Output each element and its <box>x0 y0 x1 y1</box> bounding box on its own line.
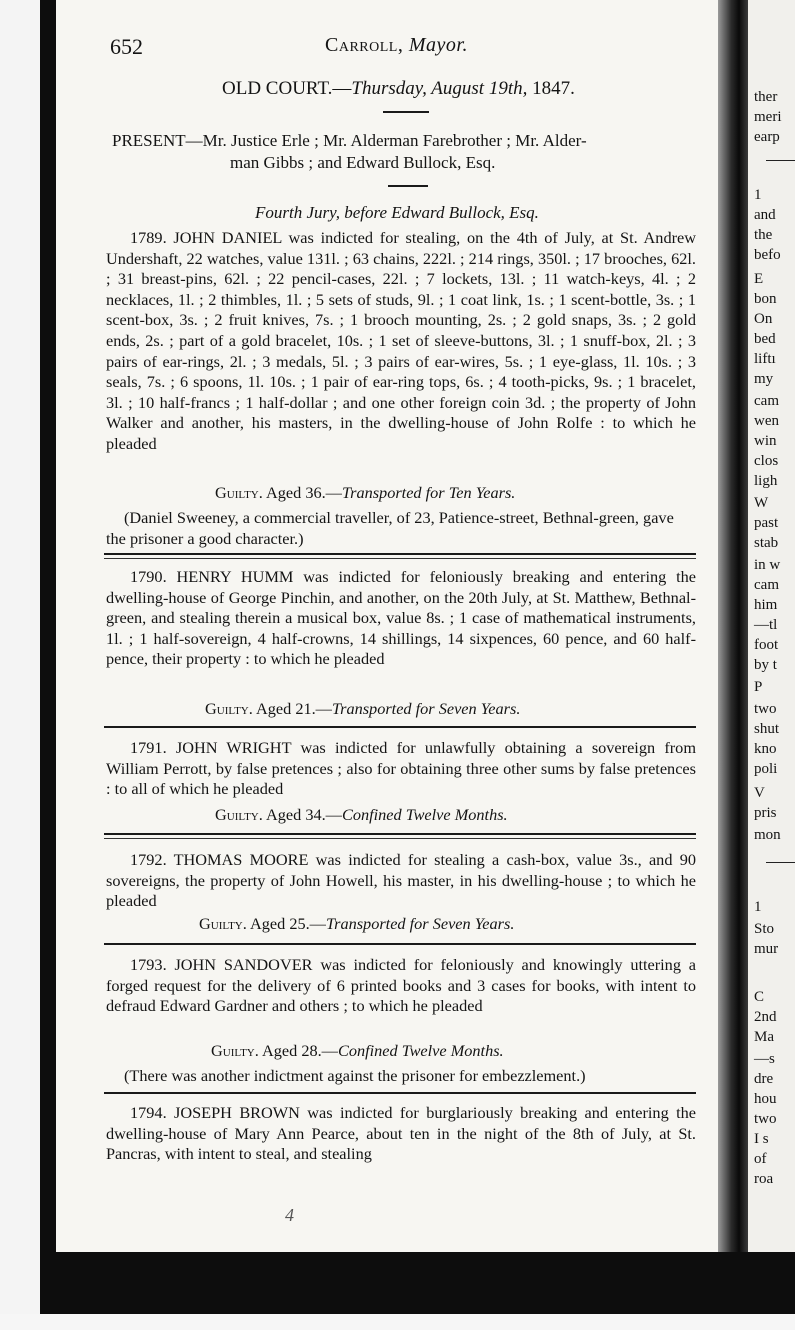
facing-page-fragment: mon <box>754 827 781 843</box>
facing-page-fragment: roa <box>754 1171 774 1187</box>
facing-page-fragment: ligh <box>754 473 778 489</box>
verdict-age: Aged 28.— <box>261 1041 338 1060</box>
present-list <box>112 130 587 174</box>
case-1793-verdict <box>211 1041 504 1061</box>
facing-page-fragment: two <box>754 701 777 717</box>
case-1790-verdict <box>205 699 520 719</box>
book-gutter <box>718 0 748 1252</box>
scan-border-bottom <box>40 1252 795 1314</box>
facing-page-fragment: hou <box>754 1091 777 1107</box>
case-text: 1789. JOHN DANIEL was indicted for stealing, on the 4th of July, at St. Andrew Undershaft, 22 watches, value 131l. ; 63 chains, 222l. ; 214 rings, 350l. ; 17 brooches, 62l. ; 31 breast-pins, 62l. ; 22 pencil-cases, 22l. ; 7 lockets, 13l. ; 11 watch-keys, 4l. ; 2 necklaces, 1l. ; 2 thimbles, 1l. ; 5 sets of studs, 9l. ; 1 coat link, 1s. ; 1 scent-bottle, 3s. ; 1 scent-box, 3s. ; 2 fruit knives, 7s. ; 1 brooch mounting, 2s. ; 2 gold snaps, 3s. ; 2 gold ends, 2s. ; part of a gold bracelet, 10s. ; 1 set of sleeve-buttons, 3l. ; 1 snuff-box, 2l. ; 3 pairs of ear-rings, 2l. ; 3 medals, 5l. ; 3 pairs of ear-wires, 5s. ; 1 eye-glass, 1l. 10s. ; 3 seals, 7s. ; 6 spoons, 1l. 10s. ; 1 pair of ear-ring tops, 6s. ; 4 tooth-picks, 9s. ; 1 bracelet, 3l. ; 10 half-francs ; 1 half-dollar ; and one other foreign coin 3d. ; the property of John Walker and another, his masters, in the dwelling-house of John Rolfe : to which he pleaded <box>106 228 696 453</box>
facing-page-fragment: V <box>754 785 765 801</box>
facing-page-fragment: my <box>754 371 774 387</box>
facing-page-fragment: by t <box>754 657 777 673</box>
case-1790 <box>106 567 696 670</box>
facing-page-fragment: bed <box>754 331 776 347</box>
case-1793-note: (There was another indictment against the prisoner for embezzlement.) <box>124 1066 586 1085</box>
case-1791-verdict <box>215 805 508 825</box>
facing-page-fragment: past <box>754 515 779 531</box>
case-text: 1791. JOHN WRIGHT was indicted for unlawfully obtaining a sovereign from William Perrott, by false pretences ; also for obtaining three other sums by false pretences : to all of which he pleaded <box>106 738 696 799</box>
facing-page-fragment: —s <box>754 1051 775 1067</box>
facing-page-fragment: I s <box>754 1131 769 1147</box>
case-text: 1793. JOHN SANDOVER was indicted for feloniously and knowingly uttering a forged request for the delivery of 6 printed books and 3 cases for books, with intent to defraud Edward Gardner and others ; to which he pleaded <box>106 955 696 1016</box>
court-title-prefix: OLD COURT.— <box>222 78 352 99</box>
case-1789-verdict <box>215 483 515 503</box>
facing-page-fragment: ther <box>754 89 778 105</box>
facing-page-fragment: C <box>754 989 765 1005</box>
facing-page-fragment: the <box>754 227 773 243</box>
facing-page-fragment: P <box>754 679 763 695</box>
facing-page-fragment: dre <box>754 1071 774 1087</box>
facing-page-fragment: pris <box>754 805 777 821</box>
verdict-sentence: Transported for Ten Years. <box>341 483 516 502</box>
present-line-1: PRESENT—Mr. Justice Erle ; Mr. Alderman Farebrother ; Mr. Alder- <box>112 131 587 150</box>
case-divider <box>104 553 696 555</box>
court-title-year: 1847. <box>527 78 575 99</box>
facing-page-fragment: two <box>754 1111 777 1127</box>
facing-page-fragment: 1 <box>754 187 762 203</box>
court-session-title <box>222 78 575 100</box>
verdict-sentence: Confined Twelve Months. <box>341 805 508 824</box>
facing-page-fragment: cam <box>754 393 779 409</box>
facing-page-fragment: clos <box>754 453 779 469</box>
facing-page-fragment: Sto <box>754 921 775 937</box>
facing-page-fragment: meri <box>754 109 782 125</box>
present-line-2: man Gibbs ; and Edward Bullock, Esq. <box>230 153 496 172</box>
verdict-sentence: Transported for Seven Years. <box>325 914 515 933</box>
verdict-sentence: Confined Twelve Months. <box>337 1041 504 1060</box>
page-mark: 4 <box>285 1205 294 1225</box>
facing-page-fragment: him <box>754 597 778 613</box>
facing-page-fragment: W <box>754 495 769 511</box>
facing-page-fragment: —tl <box>754 617 778 633</box>
facing-page-fragment: bon <box>754 291 777 307</box>
case-1789 <box>106 228 696 455</box>
facing-page-fragment: win <box>754 433 777 449</box>
court-title-date: Thursday, August 19th, <box>351 78 528 99</box>
case-text: 1790. HENRY HUMM was indicted for feloniously breaking and entering the dwelling-house of George Pinchin, and another, on the 20th July, at St. Matthew, Bethnal-green, and stealing therein a musical box, value 8s. ; 1 case of mathematical instruments, 1l. ; 1 half-sovereign, 4 half-crowns, 14 shillings, 14 sixpences, 60 pence, and 60 half-pence, their property : to which he pleaded <box>106 567 696 669</box>
facing-page-fragment: 1 <box>754 899 762 915</box>
jury-heading: Fourth Jury, before Edward Bullock, Esq. <box>255 203 539 222</box>
case-divider-thin <box>104 558 696 559</box>
verdict-label: Guilty. <box>211 1041 259 1060</box>
case-divider-thin <box>104 838 696 839</box>
facing-page-fragment: wen <box>754 413 779 429</box>
case-1792-verdict <box>199 914 514 934</box>
case-1789-note: (Daniel Sweeney, a commercial traveller, of 23, Patience-street, Bethnal-green, gave the prisoner a good character.) <box>106 508 674 548</box>
verdict-label: Guilty. <box>199 914 247 933</box>
facing-page-fragment: E <box>754 271 764 287</box>
page-number: 652 <box>110 34 143 59</box>
verdict-age: Aged 21.— <box>255 699 332 718</box>
case-1793 <box>106 955 696 1017</box>
facing-page-fragment: poli <box>754 761 778 777</box>
case-1794 <box>106 1103 696 1165</box>
verdict-age: Aged 25.— <box>249 914 326 933</box>
verdict-age: Aged 36.— <box>265 483 342 502</box>
facing-page-fragment: of <box>754 1151 767 1167</box>
verdict-age: Aged 34.— <box>265 805 342 824</box>
running-head-name: Carroll, <box>325 34 404 56</box>
facing-page-fragment: in w <box>754 557 781 573</box>
case-text: 1792. THOMAS MOORE was indicted for stealing a cash-box, value 3s., and 90 sovereigns, the property of John Howell, his master, in his dwelling-house ; to which he pleaded <box>106 850 696 911</box>
title-divider <box>383 111 429 113</box>
case-1791 <box>106 738 696 800</box>
scan-border-left <box>40 0 56 1265</box>
facing-page-fragment: and <box>754 207 776 223</box>
case-divider <box>104 833 696 835</box>
present-divider <box>388 185 428 187</box>
verdict-label: Guilty. <box>215 805 263 824</box>
facing-page-divider <box>766 160 795 161</box>
facing-page-edge <box>748 0 795 1252</box>
facing-page-fragment: 2nd <box>754 1009 777 1025</box>
facing-page-fragment: foot <box>754 637 779 653</box>
case-divider <box>104 726 696 728</box>
facing-page-fragment: befo <box>754 247 781 263</box>
running-head-title: Mayor. <box>408 34 468 56</box>
verdict-label: Guilty. <box>205 699 253 718</box>
facing-page-fragment: earp <box>754 129 780 145</box>
verdict-label: Guilty. <box>215 483 263 502</box>
facing-page-divider <box>766 862 795 863</box>
verdict-sentence: Transported for Seven Years. <box>331 699 521 718</box>
facing-page-fragment: kno <box>754 741 777 757</box>
scan-margin-bottom <box>0 1314 795 1330</box>
facing-page-fragment: On <box>754 311 773 327</box>
case-text: 1794. JOSEPH BROWN was indicted for burglariously breaking and entering the dwelling-house of Mary Ann Pearce, about ten in the night of the 8th of July, at St. Pancras, with intent to steal, and stealing <box>106 1103 696 1164</box>
running-head <box>325 34 468 57</box>
case-divider <box>104 1092 696 1094</box>
facing-page-fragment: Ma <box>754 1029 774 1045</box>
facing-page-fragment: shut <box>754 721 780 737</box>
facing-page-fragment: liftı <box>754 351 776 367</box>
case-1792 <box>106 850 696 912</box>
case-divider <box>104 943 696 945</box>
facing-page-fragment: mur <box>754 941 779 957</box>
facing-page-fragment: cam <box>754 577 779 593</box>
facing-page-fragment: stab <box>754 535 779 551</box>
